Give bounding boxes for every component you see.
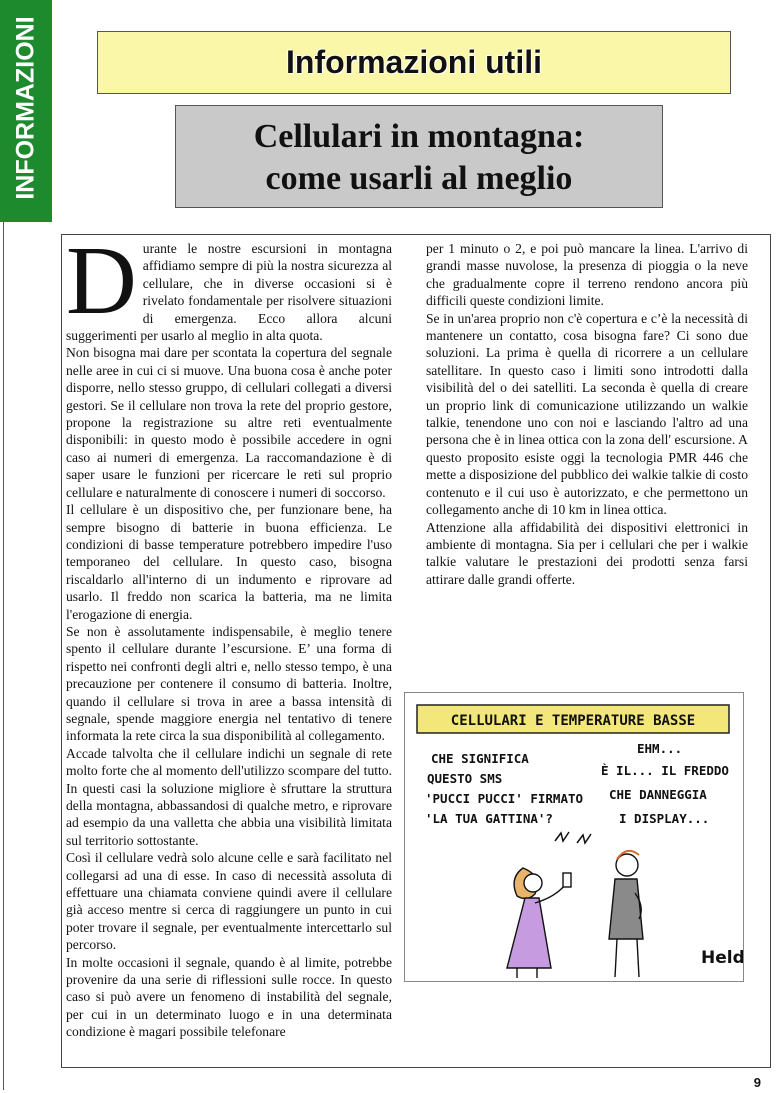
- man-figure: [609, 851, 643, 977]
- article-title-box: [175, 105, 663, 208]
- paragraph-text: urante le nostre escursioni in montagna affidiamo sempre di più la nostra sicurezza al cellulare, che in diverse occasioni si è rivelato fondamentale per risolvere situazioni di emergenza. Ecco allora alcuni suggerimenti per usarlo al meglio in alta quota.: [66, 241, 392, 344]
- woman-figure: [507, 868, 571, 978]
- speech-line: CHE SIGNIFICA: [431, 751, 529, 766]
- speech-line: CHE DANNEGGIA: [609, 787, 707, 802]
- cartoon-illustration: [404, 692, 744, 982]
- speech-line: QUESTO SMS: [427, 771, 503, 786]
- speech-line: 'LA TUA GATTINA'?: [425, 811, 553, 826]
- speech-line: 'PUCCI PUCCI' FIRMATO: [425, 791, 584, 806]
- paragraph: Accade talvolta che il cellulare indichi un segnale di rete molto forte che al momento dell'utilizzo scompare del tutto. In questi casi la soluzione migliore è sfruttare la struttura della montagna, abbassandosi di qualche metro, e riprovare ad esempio da una valletta che abbia una visibilità limitata sul territorio sottostante.: [66, 745, 392, 848]
- page-number: 9: [753, 1075, 761, 1090]
- article-title-line1: Cellulari in montagna:: [253, 118, 585, 155]
- right-speech: [601, 741, 729, 826]
- squiggle-mark: [555, 832, 569, 841]
- section-banner: [97, 31, 731, 94]
- drop-cap: D: [66, 227, 137, 335]
- banner-title: Informazioni utili: [286, 44, 542, 80]
- paragraph: Se in un'area proprio non c'è copertura e c’è la necessità di mantenere un contatto, cosa bisogna fare? Ci sono due soluzioni. La prima è quella di ricorrere a un cellulare satellitare. In questo caso i limiti sono introdotti dalla visibilità del o dei satelliti. La seconda è quella di creare un proprio link di comunicazione utilizzando un walkie talkie, tenendone uno con noi e lasciando l'altro ad una persona che è in linea ottica con la zona dell' escursione. A questo proposito esiste oggi la tecnologia PMR 446 che mette a disposizione del pubblico dei walkie talkie di costo contenuto e il cui uso è autorizzato, e che permettono un collegamento anche di 10 km in linea ottica.: [426, 310, 748, 518]
- article-column-right: [426, 240, 748, 588]
- squiggle-mark: [577, 834, 591, 843]
- paragraph: [66, 227, 392, 344]
- paragraph: Non bisogna mai dare per scontata la copertura del segnale nelle aree in cui ci si muove. Una buona cosa è anche poter disporre, nello stesso gruppo, di cellulari collegati a diversi gestori. Se il cellulare non trova la rete del proprio gestore, propone la registrazione su altre reti eventualmente disponibili: in questo modo è possibile accedere in ogni caso ai numeri di emergenza. La raccomandazione è di saper usare le funzioni per ricercare le reti sul proprio cellulare e naturalmente di conoscere i numeri di soccorso.: [66, 345, 392, 500]
- paragraph: Il cellulare è un dispositivo che, per funzionare bene, ha sempre bisogno di batterie in buona efficienza. Le condizioni di basse temperature potrebbero impedire l'uso temporaneo del cellulare. In questo caso, bisogna riscaldarlo all'interno di un indumento e riprovare ad usarlo. Il freddo non scarica la batteria, ma ne limita l'erogazione di energia.: [66, 502, 392, 622]
- paragraph: per 1 minuto o 2, e poi può mancare la linea. L'arrivo di grandi masse nuvolose, la presenza di pioggia o la neve che gradualmente copre il terreno rendono ancora più difficili queste condizioni limite.: [426, 241, 748, 309]
- article-title-line2: come usarli al meglio: [265, 160, 573, 197]
- side-tab-label: INFORMAZIONI: [11, 16, 40, 200]
- paragraph: Attenzione alla affidabilità dei dispositivi elettronici in ambiente di montagna. Sia per i cellulari che per i walkie talkie valutare le prestazioni dei prodotti senza farsi attirare dalle grandi offerte.: [426, 519, 748, 587]
- speech-line: EHM...: [637, 741, 683, 756]
- paragraph: Se non è assolutamente indispensabile, è meglio tenere spento il cellulare durante l’escursione. E’ una forma di rispetto nei confronti degli altri e, nello stesso tempo, è una precauzione per contenere il consumo di batteria. Inoltre, quando il cellulare si trova in aree a bassa intensità di segnale, spende maggiore energia nel tentativo di tenere informata la rete circa la sua disponibilità al collegamento.: [66, 623, 392, 744]
- left-speech: [425, 751, 583, 826]
- cartoon-drawing: [405, 693, 743, 981]
- cartoon-caption: CELLULARI E TEMPERATURE BASSE: [450, 713, 696, 729]
- article-column-left: [66, 227, 392, 1041]
- section-side-tab: [0, 0, 52, 222]
- cartoon-signature: Held: [701, 948, 743, 968]
- paragraph: Così il cellulare vedrà solo alcune celle e sarà facilitato nel collegarsi ad una di esse. In caso di necessità assoluta di effettuare una chiamata conviene quindi avere il cellulare già acceso mentre si cerca di raggiungere un punto in cui poter trovare il segnale, per eventualmente intercettarlo sul percorso.: [66, 850, 392, 953]
- paragraph: In molte occasioni il segnale, quando è al limite, potrebbe provenire da una serie di riflessioni sulle rocce. In questo caso si può avere un fenomeno di instabilità del segnale, per cui in un determinato luogo e in una determinata condizione è magari possibile telefonare: [66, 954, 392, 1040]
- speech-line: I DISPLAY...: [619, 811, 710, 826]
- margin-rule: [3, 222, 4, 1090]
- speech-line: È IL... IL FREDDO: [601, 763, 729, 778]
